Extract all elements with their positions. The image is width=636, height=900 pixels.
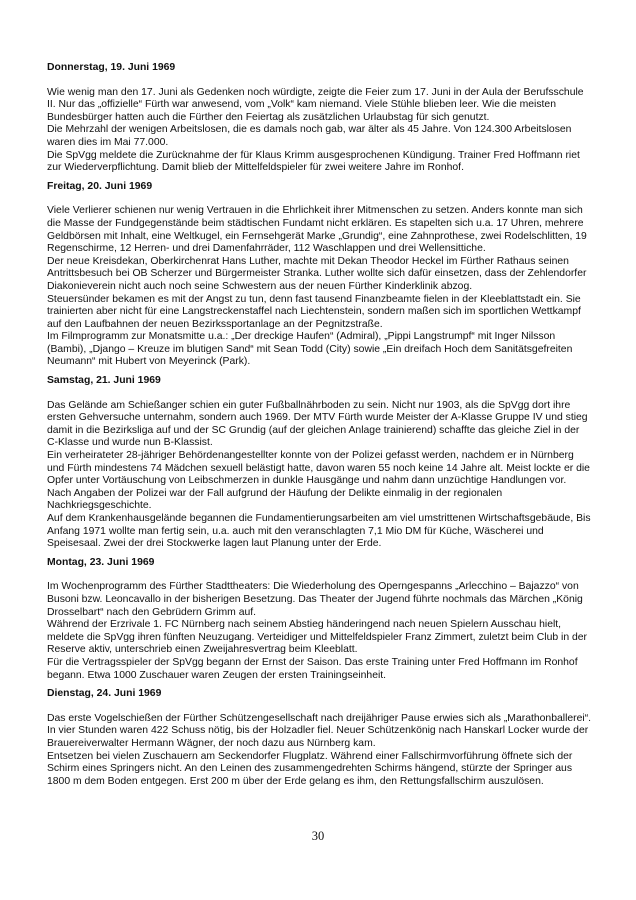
entry-paragraph: Im Filmprogramm zur Monatsmitte u.a.: „Der dreckige Haufen“ (Admiral), „Pippi Langstrumpf“ mit Inger Nilsson (Bambi), „Django – Kreuze im blutigen Sand“ mit Sean Todd (City) sowie „Ein dreifach Hoch dem Sanitätsgefreiten Neumann“ mit Hubert von Meyerinck (Park). bbox=[47, 331, 573, 368]
entry-date-heading: Dienstag, 24. Juni 1969 bbox=[47, 688, 162, 700]
entry-date-heading: Samstag, 21. Juni 1969 bbox=[47, 375, 161, 387]
entry-paragraph: Steuersünder bekamen es mit der Angst zu tun, denn fast tausend Finanzbeamte fielen in der Kleeblattstadt ein. Sie trainierten aber nicht für eine Langstreckenstaffel nach Liechtenstein, sondern maßen sich im sportlichen Wettkampf auf den Laufbahnen der neuen Bezirkssportanlage an der Pegnitzstraße. bbox=[47, 293, 581, 330]
entry-paragraph: Viele Verlierer schienen nur wenig Vertrauen in die Ehrlichkeit ihrer Mitmenschen zu setzen. Anders konnte man sich die Masse der Fundgegenstände beim städtischen Fundamt nicht erklären. Es stapelten sich u.a. 17 Uhren, mehrere Geldbörsen mit Inhalt, eine Weltkugel, ein Fernsehgerät Marke „Grundig“, eine Zahnprothese, zwei Rodelschlitten, 19 Regenschirme, 12 Herren- und drei Damenfahrräder, 112 Waschlappen und drei Wellensittiche. bbox=[47, 205, 587, 255]
entry-date-heading: Montag, 23. Juni 1969 bbox=[47, 556, 155, 568]
entry-paragraph: Im Wochenprogramm des Fürther Stadttheaters: Die Wiederholung des Operngespanns „Arlecchino – Bajazzo“ von Busoni bzw. Leoncavallo in der bisherigen Besetzung. Das Theater der Jugend führte nochmals das Märchen „König Drosselbart“ nach den Gebrüdern Grimm auf. bbox=[47, 581, 583, 618]
entry-23-juni bbox=[47, 557, 593, 682]
entry-paragraph: Die SpVgg meldete die Zurücknahme der für Klaus Krimm ausgesprochenen Kündigung. Trainer Fred Hoffmann riet zur Wiederverpflichtung. Damit blieb der Mittelfeldspieler für zwei weitere Jahre im Ronhof. bbox=[47, 149, 580, 174]
entry-paragraph: Die Mehrzahl der wenigen Arbeitslosen, die es damals noch gab, war älter als 45 Jahre. Von 124.300 Arbeitslosen waren dies im Mai 77.000. bbox=[47, 124, 572, 148]
entry-21-juni bbox=[47, 375, 593, 551]
entry-paragraph: Das erste Vogelschießen der Fürther Schützengesellschaft nach dreijähriger Pause erwies sich als „Marathonballerei“. In vier Stunden waren 422 Schuss nötig, bis der Holzadler fiel. Neuer Schützenkönig nach Hanskarl Locker wurde der Brauereiverwalter Hermann Wägner, der noch dazu aus Nürnberg kam. bbox=[47, 712, 592, 749]
page-number: 30 bbox=[311, 829, 325, 843]
entry-paragraph: Der neue Kreisdekan, Oberkirchenrat Hans Luther, machte mit Dekan Theodor Heckel im Fürther Rathaus seinen Antrittsbesuch bei OB Scherzer und Bürgermeister Stranka. Luther wollte sich dafür einsetzen, dass der Zehlendorfer Diakonieverein nicht auch noch seine Schwestern aus der neuen Fürther Kinderklinik abzog. bbox=[47, 255, 587, 292]
entry-paragraph: Entsetzen bei vielen Zuschauern am Seckendorfer Flugplatz. Während einer Fallschirmvorführung öffnete sich der Schirm eines Springers nicht. An den Leinen des zusammengedrehten Schirms hängend, stürzte der Springer aus 1800 m dem Boden entgegen. Erst 200 m über der Erde gelang es ihm, den Rettungsfallschirm auszulösen. bbox=[47, 750, 573, 787]
entry-paragraph: Für die Vertragsspieler der SpVgg begann der Ernst der Saison. Das erste Training unter Fred Hoffmann im Ronhof begann. Etwa 1000 Zuschauer waren Zeugen der ersten Trainingseinheit. bbox=[47, 656, 578, 681]
entry-paragraph: Während der Erzrivale 1. FC Nürnberg nach seinem Abstieg händeringend nach neuen Spielern Ausschau hielt, meldete die SpVgg ihren fünften Neuzugang. Verteidiger und Mittelfeldspieler Franz Zimmert, zuletzt beim Club in der Reserve aktiv, unterschrieb einen Zweijahresvertrag beim Kleeblatt. bbox=[47, 619, 588, 656]
entry-paragraph: Auf dem Krankenhausgelände begannen die Fundamentierungsarbeiten am viel umstrittenen Wirtschaftsgebäude, Bis Anfang 1971 wollte man fertig sein, u.a. auch mit den veranschlagten 7,1 Mio DM für Küche, Wäscherei und Speisesaal. Zwei der drei Stockwerke lagen laut Planung unter der Erde. bbox=[47, 513, 591, 550]
entry-24-juni bbox=[47, 688, 593, 788]
entry-date-heading: Freitag, 20. Juni 1969 bbox=[47, 180, 153, 192]
entry-paragraph: Wie wenig man den 17. Juni als Gedenken noch würdigte, zeigte die Feier zum 17. Juni in der Aula der Berufsschule II. Nur das „offizielle“ Fürth war anwesend, vom „Volk“ kam niemand. Viele Stühle blieben leer. Wie die meisten Bundesbürger hatten auch die Fürther den Feiertag als zusätzlichen Urlaubstag für sich genutzt. bbox=[47, 86, 584, 123]
entry-date-heading: Donnerstag, 19. Juni 1969 bbox=[47, 62, 176, 73]
entry-paragraph: Das Gelände am Schießanger schien ein guter Fußballnährboden zu sein. Nicht nur 1903, als die SpVgg dort ihre ersten Gehversuche unternahm, sondern auch 1969. Der MTV Fürth wurde Meister der A-Klasse Gruppe IV und stieg damit in die Bezirksliga auf und der SC Grundig (auf der gleichen Anlage trainierend) schaffte das gleiche Ziel in der C-Klasse und wurde nun B-Klassist. bbox=[47, 399, 588, 449]
entry-paragraph: Ein verheirateter 28-jähriger Behördenangestellter konnte von der Polizei gefasst werden, nachdem er in Nürnberg und Fürth mindestens 74 Mädchen sexuell belästigt hatte, davon waren 55 noch keine 14 Jahre alt. Meist lockte er die Opfer unter Vortäuschung von Leibschmerzen in dunkle Hausgänge und nahm dann unzüchtige Handlungen vor. Nach Angaben der Polizei war der Fall aufgrund der Häufung der Delikte einmalig in der regionalen Nachkriegsgeschichte. bbox=[47, 450, 590, 512]
document-page bbox=[47, 62, 593, 794]
entry-20-juni bbox=[47, 181, 593, 369]
entry-19-juni bbox=[47, 62, 593, 175]
